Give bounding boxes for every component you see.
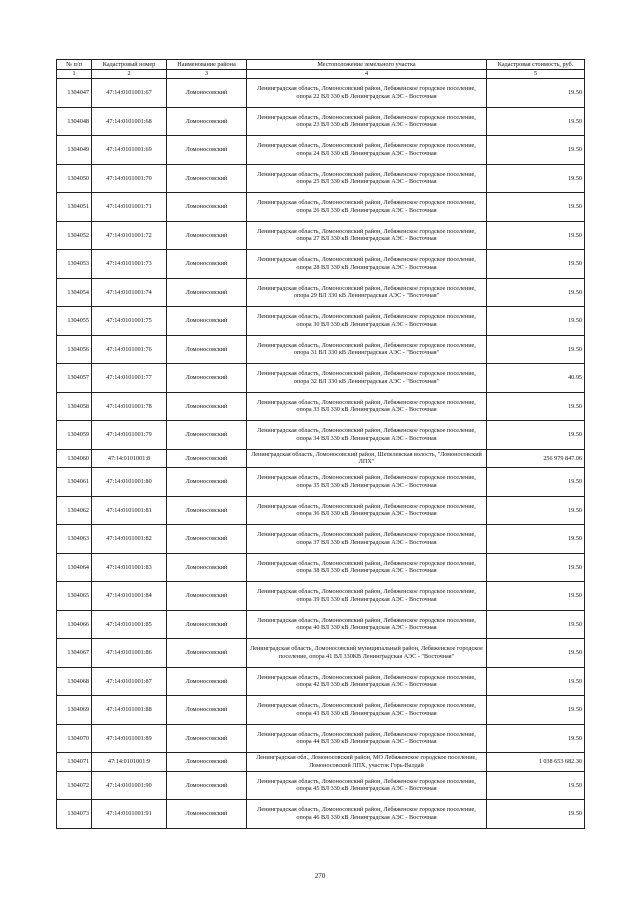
cadastral-number: 47:14:0101001:75	[92, 307, 167, 336]
row-index: 1304056	[57, 335, 92, 364]
row-index: 1304067	[57, 639, 92, 668]
district-name: Ломоносовский	[167, 496, 247, 525]
cadastral-number: 47:14:0101001:83	[92, 553, 167, 582]
cadastral-number: 47:14:0101001:88	[92, 696, 167, 725]
cadastral-number: 47:14:0101001:76	[92, 335, 167, 364]
cadastral-value: 19.50	[487, 421, 585, 450]
cadastral-number: 47:14:0101001:81	[92, 496, 167, 525]
cadastral-number: 47:14:0101001:69	[92, 136, 167, 165]
cadastral-number: 47:14:0101001:84	[92, 582, 167, 611]
table-body	[57, 79, 585, 829]
table-row	[57, 525, 585, 554]
cadastral-value: 19.50	[487, 307, 585, 336]
land-plot-location: Ленинградская область, Ломоносовский район, Лебяженское городское поселение, опора 35 ВЛ 330 кВ Ленинградская АЭС - Восточная	[247, 468, 487, 497]
table-row	[57, 221, 585, 250]
district-name: Ломоносовский	[167, 724, 247, 753]
cadastral-number: 47:14:0101001:67	[92, 79, 167, 108]
cadastral-value: 19.50	[487, 667, 585, 696]
land-plot-location: Ленинградская область, Ломоносовский район, Лебяженское городское поселение, опора 27 ВЛ 330 кВ Ленинградская АЭС - Восточная	[247, 221, 487, 250]
table-row	[57, 250, 585, 279]
table-row	[57, 771, 585, 800]
cadastral-value-table	[56, 59, 585, 829]
district-name: Ломоносовский	[167, 392, 247, 421]
table-row	[57, 496, 585, 525]
land-plot-location: Ленинградская область, Ломоносовский район, Лебяженское городское поселение, опора 29 ВЛ 330 кВ Ленинградская АЭС - "Восточная"	[247, 278, 487, 307]
district-name: Ломоносовский	[167, 421, 247, 450]
table-row	[57, 79, 585, 108]
cadastral-number: 47:14:0101001:89	[92, 724, 167, 753]
land-plot-location: Ленинградская область, Ломоносовский район, Лебяженское городское поселение, опора 37 ВЛ 330 кВ Ленинградская АЭС - Восточная	[247, 525, 487, 554]
table-row	[57, 278, 585, 307]
cadastral-value: 19.50	[487, 79, 585, 108]
row-index: 1304060	[57, 449, 92, 468]
cadastral-number: 47:14:0101001:90	[92, 771, 167, 800]
cadastral-value: 19.50	[487, 582, 585, 611]
district-name: Ломоносовский	[167, 164, 247, 193]
row-index: 1304057	[57, 364, 92, 393]
document-page	[56, 59, 584, 829]
table-row	[57, 667, 585, 696]
land-plot-location: Ленинградская область, Ломоносовский район, Лебяженское городское поселение, опора 25 ВЛ 330 кВ Ленинградская АЭС - Восточная	[247, 164, 487, 193]
district-name: Ломоносовский	[167, 221, 247, 250]
cadastral-value: 19.50	[487, 164, 585, 193]
row-index: 1304065	[57, 582, 92, 611]
row-index: 1304059	[57, 421, 92, 450]
cadastral-number: 47:14:0101001:73	[92, 250, 167, 279]
header-district: Наименование района	[167, 60, 247, 70]
district-name: Ломоносовский	[167, 771, 247, 800]
district-name: Ломоносовский	[167, 307, 247, 336]
row-index: 1304048	[57, 107, 92, 136]
cadastral-value: 19.50	[487, 136, 585, 165]
row-index: 1304064	[57, 553, 92, 582]
cadastral-number: 47:14:0101001:85	[92, 610, 167, 639]
cadastral-value: 19.50	[487, 278, 585, 307]
cadastral-number: 47:14:0101001:78	[92, 392, 167, 421]
table-row	[57, 392, 585, 421]
cadastral-number: 47:14:0101001:68	[92, 107, 167, 136]
cadastral-number: 47:14:0101001:71	[92, 193, 167, 222]
cadastral-number: 47:14:0101001:82	[92, 525, 167, 554]
district-name: Ломоносовский	[167, 335, 247, 364]
cadastral-number: 47:14:0101001:86	[92, 639, 167, 668]
table-row	[57, 696, 585, 725]
cadastral-number: 47:14:0101001:77	[92, 364, 167, 393]
cadastral-value: 19.50	[487, 696, 585, 725]
table-row	[57, 307, 585, 336]
row-index: 1304054	[57, 278, 92, 307]
row-index: 1304062	[57, 496, 92, 525]
table-row	[57, 639, 585, 668]
cadastral-number: 47:14:0101001:72	[92, 221, 167, 250]
land-plot-location: Ленинградская область, Ломоносовский район, Лебяженское городское поселение, опора 32 ВЛ 330 кВ Ленинградская АЭС - "Восточная"	[247, 364, 487, 393]
cadastral-number: 47:14:0101001:74	[92, 278, 167, 307]
table-row	[57, 582, 585, 611]
header-cadastral-value: Кадастровая стоимость, руб.	[487, 60, 585, 70]
cadastral-number: 47:14:0101001:91	[92, 800, 167, 829]
cadastral-number: 47:14:0101001:9	[92, 753, 167, 772]
district-name: Ломоносовский	[167, 525, 247, 554]
cadastral-value: 19.50	[487, 107, 585, 136]
district-name: Ломоносовский	[167, 610, 247, 639]
cadastral-value: 19.50	[487, 724, 585, 753]
column-number: 2	[92, 70, 167, 79]
table-row	[57, 610, 585, 639]
cadastral-number: 47:14:0101001:8	[92, 449, 167, 468]
district-name: Ломоносовский	[167, 667, 247, 696]
row-index: 1304066	[57, 610, 92, 639]
table-row	[57, 753, 585, 772]
cadastral-value: 256 979 847.06	[487, 449, 585, 468]
cadastral-value: 40.95	[487, 364, 585, 393]
table-header-row	[57, 60, 585, 70]
cadastral-value: 1 038 653 682.30	[487, 753, 585, 772]
land-plot-location: Ленинградская область, Ломоносовский муниципальный район, Лебяженское городское поселение, опора 41 ВЛ 330КВ Ленинградская АЭС - "Восточная"	[247, 639, 487, 668]
column-number: 3	[167, 70, 247, 79]
district-name: Ломоносовский	[167, 800, 247, 829]
cadastral-value: 19.50	[487, 771, 585, 800]
column-number: 4	[247, 70, 487, 79]
land-plot-location: Ленинградская область, Ломоносовский район, Шепелевская волость, "Ломоносовский ЛПХ"	[247, 449, 487, 468]
land-plot-location: Ленинградская область, Ломоносовский район, Лебяженское городское поселение, опора 42 ВЛ 330 кВ Ленинградская АЭС - Восточная	[247, 667, 487, 696]
land-plot-location: Ленинградская область, Ломоносовский район, Лебяженское городское поселение, опора 31 ВЛ 330 кВ Ленинградская АЭС - "Восточная"	[247, 335, 487, 364]
land-plot-location: Ленинградская область, Ломоносовский район, Лебяженское городское поселение, опора 40 ВЛ 330 кВ Ленинградская АЭС - Восточная	[247, 610, 487, 639]
land-plot-location: Ленинградская область, Ломоносовский район, Лебяженское городское поселение, опора 45 ВЛ 330 кВ Ленинградская АЭС - Восточная	[247, 771, 487, 800]
row-index: 1304051	[57, 193, 92, 222]
land-plot-location: Ленинградская область, Ломоносовский район, Лебяженское городское поселение, опора 28 ВЛ 330 кВ Ленинградская АЭС - Восточная	[247, 250, 487, 279]
row-index: 1304069	[57, 696, 92, 725]
row-index: 1304052	[57, 221, 92, 250]
row-index: 1304049	[57, 136, 92, 165]
table-row	[57, 193, 585, 222]
cadastral-value: 19.50	[487, 468, 585, 497]
district-name: Ломоносовский	[167, 193, 247, 222]
table-row	[57, 364, 585, 393]
cadastral-value: 19.50	[487, 496, 585, 525]
row-index: 1304053	[57, 250, 92, 279]
district-name: Ломоносовский	[167, 136, 247, 165]
row-index: 1304068	[57, 667, 92, 696]
cadastral-number: 47:14:0101001:79	[92, 421, 167, 450]
district-name: Ломоносовский	[167, 639, 247, 668]
cadastral-value: 19.50	[487, 221, 585, 250]
row-index: 1304072	[57, 771, 92, 800]
district-name: Ломоносовский	[167, 107, 247, 136]
header-cadastral-number: Кадастровый номер	[92, 60, 167, 70]
land-plot-location: Ленинградская область, Ломоносовский район, Лебяженское городское поселение, опора 23 ВЛ 330 кВ Ленинградская АЭС - Восточная	[247, 107, 487, 136]
row-index: 1304047	[57, 79, 92, 108]
row-index: 1304058	[57, 392, 92, 421]
table-row	[57, 553, 585, 582]
cadastral-value: 19.50	[487, 639, 585, 668]
table-row	[57, 136, 585, 165]
column-number-row	[57, 70, 585, 79]
table-row	[57, 421, 585, 450]
column-number: 5	[487, 70, 585, 79]
cadastral-value: 19.50	[487, 800, 585, 829]
land-plot-location: Ленинградская область, Ломоносовский район, Лебяженское городское поселение, опора 38 ВЛ 330 кВ Ленинградская АЭС - Восточная	[247, 553, 487, 582]
land-plot-location: Ленинградская область, Ломоносовский район, Лебяженское городское поселение, опора 46 ВЛ 330 кВ Ленинградская АЭС - Восточная	[247, 800, 487, 829]
district-name: Ломоносовский	[167, 696, 247, 725]
row-index: 1304061	[57, 468, 92, 497]
row-index: 1304070	[57, 724, 92, 753]
table-row	[57, 107, 585, 136]
row-index: 1304055	[57, 307, 92, 336]
row-index: 1304063	[57, 525, 92, 554]
land-plot-location: Ленинградская область, Ломоносовский район, Лебяженское городское поселение, опора 22 ВЛ 330 кВ Ленинградская АЭС - Восточная	[247, 79, 487, 108]
cadastral-value: 19.50	[487, 553, 585, 582]
cadastral-value: 19.50	[487, 250, 585, 279]
cadastral-number: 47:14:0101001:80	[92, 468, 167, 497]
land-plot-location: Ленинградская область, Ломоносовский район, Лебяженское городское поселение, опора 30 ВЛ 330 кВ Ленинградская АЭС - Восточная	[247, 307, 487, 336]
header-location: Местоположение земельного участка	[247, 60, 487, 70]
cadastral-value: 19.50	[487, 525, 585, 554]
district-name: Ломоносовский	[167, 278, 247, 307]
column-number: 1	[57, 70, 92, 79]
page-number: 270	[314, 872, 326, 880]
land-plot-location: Ленинградская область, Ломоносовский район, Лебяженское городское поселение, опора 24 ВЛ 330 кВ Ленинградская АЭС - Восточная	[247, 136, 487, 165]
district-name: Ломоносовский	[167, 582, 247, 611]
cadastral-number: 47:14:0101001:87	[92, 667, 167, 696]
district-name: Ломоносовский	[167, 79, 247, 108]
district-name: Ломоносовский	[167, 250, 247, 279]
land-plot-location: Ленинградская область, Ломоносовский район, Лебяженское городское поселение, опора 36 ВЛ 330 кВ Ленинградская АЭС - Восточная	[247, 496, 487, 525]
land-plot-location: Ленинградская область, Ломоносовский район, Лебяженское городское поселение, опора 43 ВЛ 330 кВ Ленинградская АЭС - Восточная	[247, 696, 487, 725]
table-row	[57, 800, 585, 829]
cadastral-number: 47:14:0101001:70	[92, 164, 167, 193]
table-row	[57, 449, 585, 468]
district-name: Ломоносовский	[167, 753, 247, 772]
district-name: Ломоносовский	[167, 468, 247, 497]
land-plot-location: Ленинградская обл., Ломоносовский район, МО Лебяженское городское поселение, Ломоносовский ЛПХ, участок Горь-Валдай	[247, 753, 487, 772]
cadastral-value: 19.50	[487, 392, 585, 421]
table-row	[57, 164, 585, 193]
header-index: № п/п	[57, 60, 92, 70]
land-plot-location: Ленинградская область, Ломоносовский район, Лебяженское городское поселение, опора 33 ВЛ 330 кВ Ленинградская АЭС - Восточная	[247, 392, 487, 421]
row-index: 1304050	[57, 164, 92, 193]
district-name: Ломоносовский	[167, 553, 247, 582]
row-index: 1304071	[57, 753, 92, 772]
land-plot-location: Ленинградская область, Ломоносовский район, Лебяженское городское поселение, опора 44 ВЛ 330 кВ Ленинградская АЭС - Восточная	[247, 724, 487, 753]
land-plot-location: Ленинградская область, Ломоносовский район, Лебяженское городское поселение, опора 26 ВЛ 330 кВ Ленинградская АЭС - Восточная	[247, 193, 487, 222]
cadastral-value: 19.50	[487, 193, 585, 222]
district-name: Ломоносовский	[167, 364, 247, 393]
cadastral-value: 19.50	[487, 335, 585, 364]
land-plot-location: Ленинградская область, Ломоносовский район, Лебяженское городское поселение, опора 34 ВЛ 330 кВ Ленинградская АЭС - Восточная	[247, 421, 487, 450]
table-row	[57, 724, 585, 753]
row-index: 1304073	[57, 800, 92, 829]
cadastral-value: 19.50	[487, 610, 585, 639]
district-name: Ломоносовский	[167, 449, 247, 468]
table-row	[57, 335, 585, 364]
table-row	[57, 468, 585, 497]
land-plot-location: Ленинградская область, Ломоносовский район, Лебяженское городское поселение, опора 39 ВЛ 330 кВ Ленинградская АЭС - Восточная	[247, 582, 487, 611]
